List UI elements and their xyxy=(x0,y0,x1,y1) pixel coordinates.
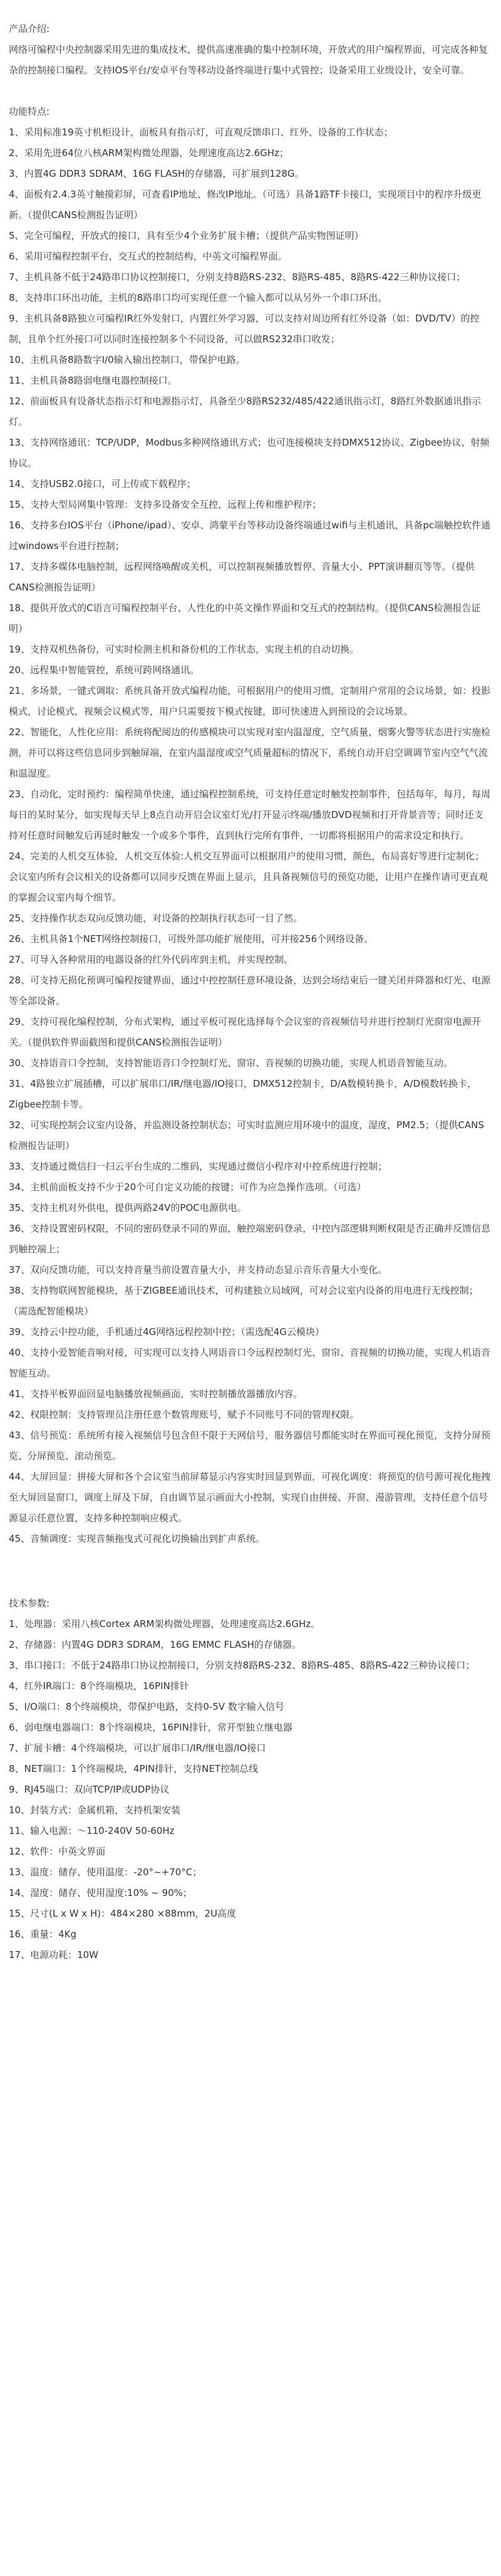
feature-item: 36、支持设置密码权限，不同的密码登录不同的界面，触控端密码登录，中控内部逻辑判断权限是否正确并反馈信息到触控端上； xyxy=(9,1223,491,1255)
spec-item: 4、红外IR端口：8个终端模块，16PIN排针 xyxy=(9,1680,189,1692)
feature-item: 16、支持多台IOS平台（iPhone/ipad）、安卓、鸿蒙平台等移动设备终端通过wifi与主机通讯，具备pc端触控软件通过windows平台进行控制； xyxy=(9,520,491,552)
spec-item: 2、存储器：内置4G DDR3 SDRAM，16G EMMC FLASH的存储器。 xyxy=(9,1639,301,1650)
feature-item: 9、主机具备8路独立可编程IR红外发射口，内置红外学习器，可以支持对周边所有红外设备（如：DVD/TV）的控制，且单个红外接口可以同时连接控制多个不同设备，可以做RS232串口收发； xyxy=(9,313,480,345)
feature-item: 23、自动化，定时预约：编程简单快速，通过编程控制系统，可支持任意定时触发控制事件，包括每年，每月，每周每日的某时某分，如实现每天早上8点自动开启会议室灯光/打开显示终端/播放DVD视频和打开背景音等；同时还支持对任意时间触发后再延时触发一个或多个事件，直到执行完所有事件，一切都将根据用户的需求设定和执行。 xyxy=(9,788,491,841)
spacer xyxy=(9,81,492,102)
feature-item: 40、支持小爱智能音响对接，可实现可以支持人网语音口令远程控制灯光、窗帘、音视频的切换功能，实现人机语音智能互动。 xyxy=(9,1347,491,1379)
feature-item: 18、提供开放式的C语言可编程控制平台、人性化的中英文操作界面和交互式的控制结构。（提供CANS检测报告证明） xyxy=(9,602,481,634)
feature-item: 41、支持平板界面回显电脑播放视频画面，实时控制播放器播放内容。 xyxy=(9,1388,303,1400)
spec-item: 14、湿度：储存、使用湿度:10% ~ 90%； xyxy=(9,1887,192,1898)
feature-item: 20、远程集中智能管控，系统可跨网络通讯。 xyxy=(9,664,200,676)
spec-item: 16、重量：4Kg xyxy=(9,1929,76,1940)
feature-item: 27、可导入各种常用的电器设备的红外代码库到主机，并实现控制。 xyxy=(9,954,294,965)
spec-item: 13、温度：储存、使用温度：-20°~+70°C； xyxy=(9,1867,202,1878)
feature-item: 43、信号预览：系统所有接入视频信号包含但不限于天网信号，服务器信号都能实时在界面可视化预览，支持分屏预览、分屏预览、滚动预览。 xyxy=(9,1430,491,1462)
feature-item: 12、前面板具有设备状态指示灯和电源指示灯，具备至少8路RS232/485/422通讯指示灯，8路红外数据通讯指示灯。 xyxy=(9,395,482,427)
feature-item: 1、采用标准19英寸机柜设计，面板具有指示灯，可直观反馈串口、红外、设备的工作状态； xyxy=(9,127,393,138)
feature-item: 45、音频调度：实现音频拖曳式可视化切换输出到扩声系统。 xyxy=(9,1533,266,1544)
feature-item: 28、可支持无损化预调可编程按键界面，通过中控控制任意环境设备，达到会场结束后一键关闭并降器和灯光、电源等全部设备。 xyxy=(9,975,491,1007)
feature-item: 14、支持USB2.0接口，可上传或下载程序； xyxy=(9,478,196,490)
spec-item: 7、扩展卡槽：4个终端模块，可以扩展串口/IR/继电器/IO接口 xyxy=(9,1742,266,1754)
feature-item: 2、采用先进64位八核ARM架构微处理器，处理速度高达2.6GHz； xyxy=(9,147,289,159)
feature-item: 7、主机具备不低于24路串口协议控制接口，分别支持8路RS-232、8路RS-485、8路RS-422三种协议接口； xyxy=(9,271,466,283)
feature-item: 34、主机前面板支持不少于20个可自定义功能的按键；可作为应急操作选项。（可选） xyxy=(9,1181,366,1193)
spec-item: 8、NET端口：1个终端模块，4PIN排针，支持NET控制总线 xyxy=(9,1763,259,1774)
feature-item: 10、主机具备8路数字I/0输入输出控制口，带保护电路。 xyxy=(9,354,245,365)
features-heading: 功能特点: xyxy=(9,106,50,117)
feature-item: 38、支持物联网智能模块，基于ZIGBEE通讯技术，可构建独立局域网，可对会议室内设备的用电进行无线控制；（需选配智能模块） xyxy=(9,1285,478,1317)
feature-item: 4、面板有2.4.3英寸触摸彩屏，可查看IP地址、修改IP地址。（可选）具备1路TF卡接口，实现项目中的程序升级更新。（提供CANS检测报告证明） xyxy=(9,189,482,221)
feature-item: 30、支持语音口令控制，支持智能语音口令控制灯光、窗帘、音视频的切换功能，实现人机语音智能互动。 xyxy=(9,1057,453,1069)
spec-item: 11、输入电源：～110-240V 50-60Hz xyxy=(9,1825,175,1836)
spec-item: 10、封装方式：金属机箱，支持机架安装 xyxy=(9,1804,181,1816)
feature-item: 31、4路独立扩展插槽，可以扩展串口/IR/继电器/IO接口，DMX512控制卡，D/A数模转换卡，A/D模数转换卡，Zigbee控制卡等。 xyxy=(9,1078,477,1110)
spec-item: 3、串口接口：不低于24路串口协议控制接口，分别支持8路RS-232、8路RS-485、8路RS-422三种协议接口； xyxy=(9,1660,475,1671)
feature-item: 29、支持可视化编程控制，分布式架构，通过平板可视化选择每个会议室的音视频信号并进行控制灯光窗帘电源开关。（提供软件界面截图和提供CANS检测报告证明） xyxy=(9,1016,482,1048)
feature-item: 15、支持大型局网集中管理：支持多设备安全互控，远程上传和维护程序； xyxy=(9,499,322,510)
spec-item: 5、I/O端口：8个终端模块，带保护电路，支持0-5V 数字输入信号 xyxy=(9,1701,284,1712)
spec-item: 1、处理器：采用八核Cortex ARM架构微处理器，处理速度高达2.6GHz。 xyxy=(9,1618,321,1630)
feature-item: 22、智能化，人性化应用：系统将配阅边的传感模块可以实现对室内温湿度，空气质量，烟雾火警等状态进行实施检测，并可以将这些信息同步到触屏端，在室内温湿度或空气质量超标的情况下，系统自动开启空调调节室内空气气流和温湿度。 xyxy=(9,726,491,779)
feature-item: 17、支持多媒体电脑控制，远程网络唤醒或关机，可以控制视频播放暂停、音量大小、PPT演讲翻页等等。（提供CANS检测报告证明） xyxy=(9,561,475,593)
feature-item: 6、采用可编程控制平台，交互式的控制结构，中英文可编程界面。 xyxy=(9,251,287,262)
specs-heading: 技术参数: xyxy=(9,1598,50,1609)
spec-item: 15、尺寸(L x W x H)：484×280 ×88mm，2U高度 xyxy=(9,1908,237,1919)
feature-item: 35、支持主机对外供电，提供两路24V的POC电源供电。 xyxy=(9,1202,247,1213)
intro-body: 网络可编程中央控制器采用先进的集成技术，提供高速准确的集中控制环境，开放式的用户编程界面，可完成各种复杂的控制接口编程。支持IOS平台/安卓平台等移动设备终端进行集中式管控；设备采用工业级设计，安全可靠。 xyxy=(9,44,488,76)
feature-item: 33、支持通过微信扫一扫云平台生成的二维码，实现通过微信小程序对中控系统进行控制； xyxy=(9,1161,388,1172)
feature-item: 8、支持串口环出功能，主机的8路串口均可实现任意一个输入都可以从另外一个串口环出。 xyxy=(9,292,388,303)
spec-item: 17、电源功耗：10W xyxy=(9,1949,99,1961)
feature-item: 25、支持操作状态双向反馈功能，对设备的控制执行状态可一目了然。 xyxy=(9,913,303,924)
intro-heading: 产品介绍: xyxy=(9,23,50,34)
spacer xyxy=(9,1549,492,1593)
spec-item: 9、RJ45端口：双向TCP/IP或UDP协议 xyxy=(9,1784,170,1795)
feature-item: 21、多场景，一键式调取：系统具备开放式编程功能，可根据用户的使用习惯，定制用户常用的会议场景，如：投影模式，讨论模式，视频会议模式等，用户只需要按下模式按键，即可快速进入到预设的会议场景。 xyxy=(9,685,491,717)
spec-item: 6、弱电继电器端口：8个终端模块，16PIN排针，常开型独立继电器 xyxy=(9,1722,292,1733)
features-list xyxy=(9,122,492,1549)
feature-item: 11、主机具备8路弱电继电器控制接口。 xyxy=(9,375,177,386)
spec-item: 12、软件：中英文界面 xyxy=(9,1846,106,1857)
feature-item: 3、内置4G DDR3 SDRAM、16G FLASH的存储器，可扩展到128G。 xyxy=(9,168,304,179)
feature-item: 24、完美的人机交互体验，人机交互体验:人机交互界面可以根据用户的使用习惯，颜色，布局喜好等进行定制化；会议室内所有会议相关的设备都可以同步反馈在界面上显示，且具备视频信号的预览功能，让用户在操作请可更直观的掌握会议室内每个细节。 xyxy=(9,851,488,903)
feature-item: 39、支持云中控功能，手机通过4G网络远程控制中控；（需选配4G云模块） xyxy=(9,1326,324,1338)
feature-item: 19、支持双机热备份，可实时检测主机和备份机的工作状态，实现主机的自动切换。 xyxy=(9,644,359,655)
feature-item: 26、主机具备1个NET网络控制接口，可级外部功能扩展使用，可并接256个网络设备。 xyxy=(9,933,374,945)
feature-item: 5、完全可编程，开放式的接口，具有至少4个业务扩展卡槽；（提供产品实物图证明） xyxy=(9,230,364,241)
feature-item: 42、权限控制：支持管理员注册任意个数管理账号，赋予不同账号不同的管理权限。 xyxy=(9,1409,359,1420)
specs-list xyxy=(9,1614,492,1966)
feature-item: 32、可实现控制会议室内设备，并监测设备控制状态；可实时监测应用环境中的温度，湿度，PM2.5；（提供CANS检测报告证明） xyxy=(9,1119,484,1151)
feature-item: 37、双向反馈功能，可以支持音量当前设置音量大小，并支持动态显示音乐音量大小变化。 xyxy=(9,1264,388,1275)
feature-item: 13、支持网络通讯：TCP/UDP，Modbus多种网络通讯方式；也可连接模块支持DMX512协议、Zigbee协议、射频协议。 xyxy=(9,437,490,469)
feature-item: 44、大屏回显：拼接大屏和各个会议室当前屏幕显示内容实时回显到界面，可视化调度：将预览的信号源可视化拖拽至大屏回显窗口，调度上屏及下屏，自由调节显示画面大小控制，实现自由拼接、开窗、漫游管理，支持任意个信号源显示任意位置，支持多种控制响应模式。 xyxy=(9,1471,491,1524)
